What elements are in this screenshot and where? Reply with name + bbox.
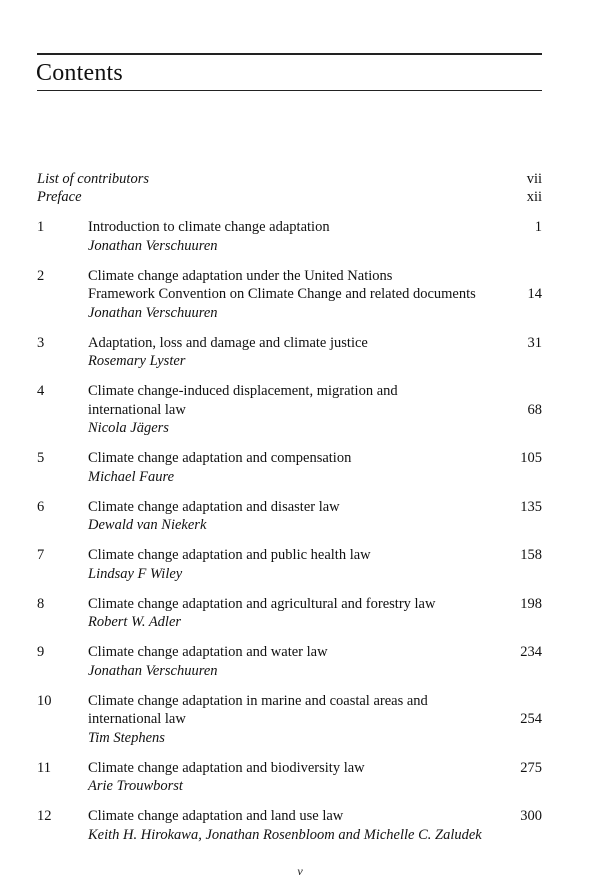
- chapter-page: 105: [520, 450, 542, 466]
- chapter-page: 31: [527, 334, 542, 351]
- chapter-page: 14: [527, 286, 542, 302]
- chapter-entry[interactable]: [37, 498, 542, 535]
- chapter-page: 135: [520, 498, 542, 515]
- front-matter-item[interactable]: [37, 170, 542, 188]
- page-folio: v: [297, 864, 303, 878]
- title-rule: [37, 90, 542, 91]
- chapter-page: 198: [520, 595, 542, 612]
- chapter-number: 5: [37, 450, 45, 466]
- chapter-title-line: Climate change adaptation and public health law: [88, 547, 371, 563]
- chapter-entry[interactable]: [37, 382, 542, 438]
- chapter-title-line: international law: [88, 711, 186, 727]
- chapter-title-line: international law: [88, 401, 186, 418]
- chapter-author: Lindsay F Wiley: [88, 565, 183, 582]
- chapter-title-line: Climate change adaptation and compensation: [88, 450, 352, 466]
- chapter-author: Tim Stephens: [88, 729, 165, 746]
- chapter-author: Jonathan Verschuuren: [88, 662, 218, 679]
- chapter-entry[interactable]: [37, 807, 542, 844]
- chapter-page: 1: [534, 219, 542, 235]
- chapter-number: 4: [37, 383, 45, 399]
- chapter-author: Robert W. Adler: [88, 614, 182, 630]
- front-matter-list: [37, 170, 542, 206]
- front-matter-label: Preface: [37, 189, 82, 205]
- chapter-title-line: Climate change adaptation under the United Nations: [88, 267, 393, 284]
- chapter-list: [37, 218, 542, 856]
- top-rule: [37, 53, 542, 55]
- chapter-number: 1: [37, 219, 45, 235]
- chapter-title-line: Climate change adaptation in marine and coastal areas and: [88, 692, 428, 709]
- chapter-title-line: Climate change adaptation and agricultural and forestry law: [88, 595, 436, 612]
- chapter-entry[interactable]: [37, 218, 542, 255]
- chapter-title-line: Climate change adaptation and land use law: [88, 808, 344, 824]
- chapter-title-line: Framework Convention on Climate Change and related documents: [88, 286, 476, 302]
- chapter-author: Jonathan Verschuuren: [88, 237, 218, 254]
- chapter-entry[interactable]: [37, 692, 542, 748]
- chapter-number: 2: [37, 267, 45, 284]
- chapter-author: Arie Trouwborst: [88, 778, 183, 794]
- chapter-title-line: Climate change adaptation and biodiversity law: [88, 759, 365, 776]
- chapter-page: 275: [520, 759, 542, 776]
- chapter-page: 300: [520, 808, 542, 824]
- chapter-entry[interactable]: [37, 449, 542, 486]
- page-title: Contents: [36, 60, 123, 86]
- front-matter-item[interactable]: [37, 188, 542, 206]
- chapter-page: 158: [520, 547, 542, 563]
- chapter-page: 68: [527, 401, 542, 418]
- chapter-title-line: Introduction to climate change adaptation: [88, 219, 330, 235]
- chapter-number: 7: [37, 547, 45, 563]
- chapter-entry[interactable]: [37, 267, 542, 323]
- front-matter-page: xii: [526, 189, 542, 205]
- chapter-page: 234: [520, 644, 542, 660]
- chapter-number: 11: [37, 759, 51, 776]
- chapter-entry[interactable]: [37, 595, 542, 632]
- chapter-page: 254: [520, 711, 542, 727]
- chapter-author: Nicola Jägers: [88, 420, 169, 436]
- chapter-title-line: Climate change adaptation and water law: [88, 644, 328, 660]
- chapter-number: 8: [37, 595, 45, 612]
- chapter-author: Jonathan Verschuuren: [88, 304, 218, 321]
- chapter-title-line: Adaptation, loss and damage and climate justice: [88, 334, 368, 351]
- chapter-number: 10: [37, 692, 52, 709]
- chapter-number: 12: [37, 808, 52, 824]
- chapter-author: Michael Faure: [88, 468, 175, 485]
- chapter-number: 9: [37, 644, 45, 660]
- chapter-number: 3: [37, 334, 45, 351]
- front-matter-page: vii: [526, 171, 542, 187]
- chapter-author: Keith H. Hirokawa, Jonathan Rosenbloom and Michelle C. Zaludek: [88, 826, 482, 843]
- front-matter-label: List of contributors: [37, 171, 149, 187]
- chapter-title-line: Climate change adaptation and disaster law: [88, 498, 340, 515]
- chapter-author: Rosemary Lyster: [88, 353, 186, 369]
- chapter-entry[interactable]: [37, 759, 542, 796]
- chapter-entry[interactable]: [37, 643, 542, 680]
- chapter-number: 6: [37, 498, 45, 515]
- chapter-entry[interactable]: [37, 546, 542, 583]
- chapter-author: Dewald van Niekerk: [88, 517, 207, 533]
- chapter-title-line: Climate change-induced displacement, migration and: [88, 383, 398, 399]
- chapter-entry[interactable]: [37, 334, 542, 371]
